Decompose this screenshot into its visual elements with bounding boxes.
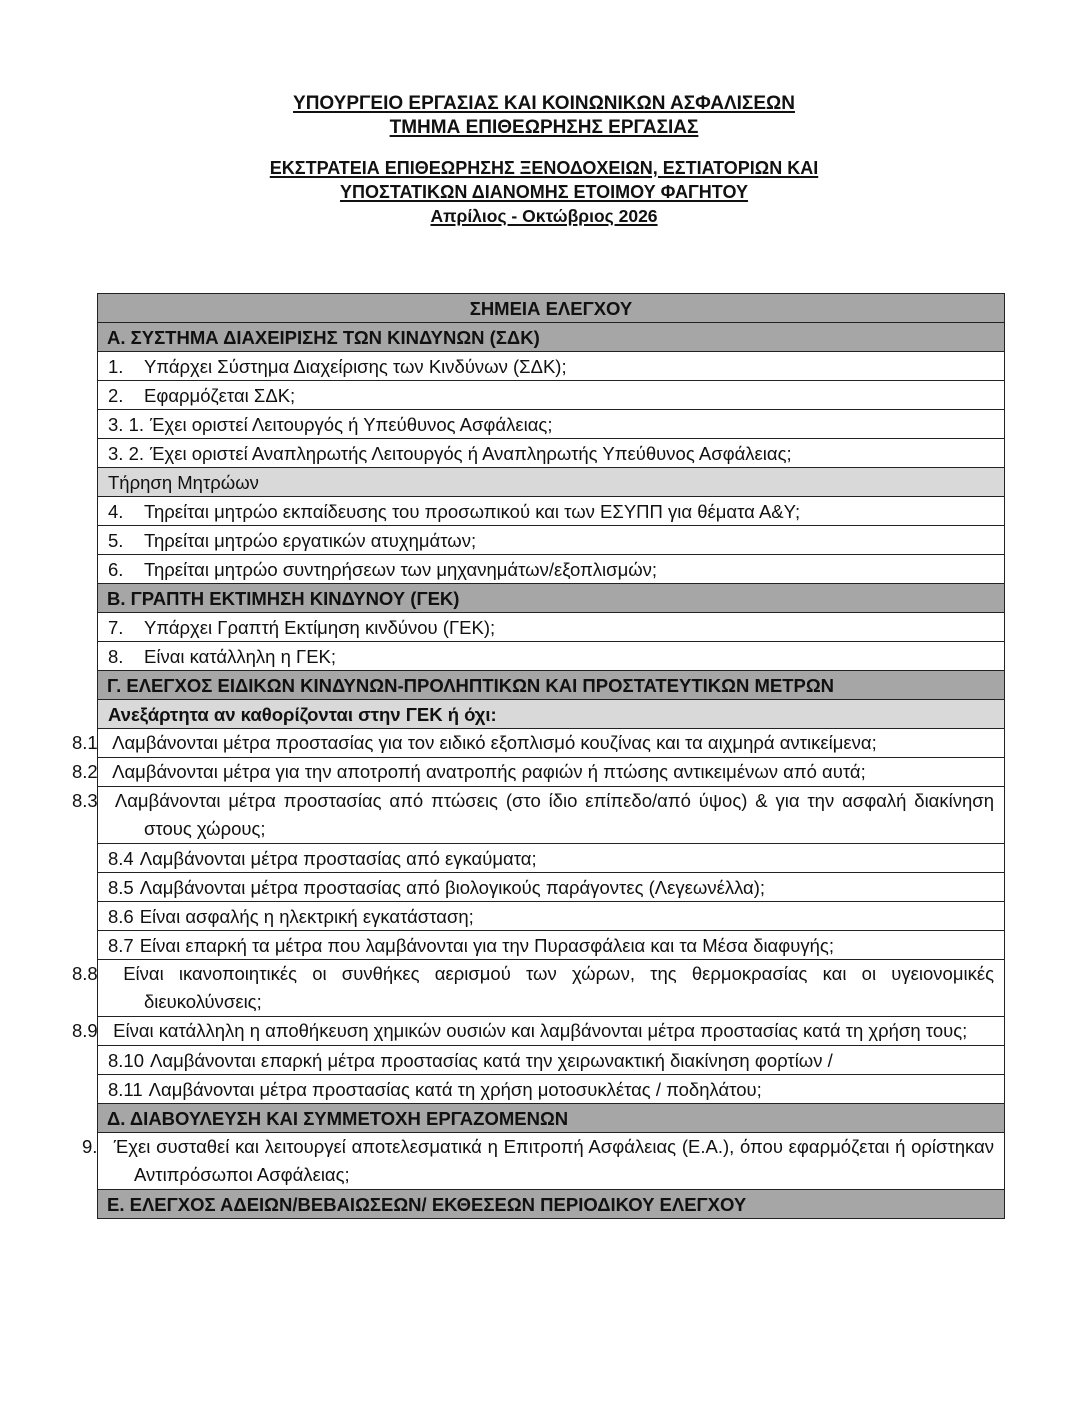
item-text: Λαμβάνονται μέτρα προστασίας από πτώσεις (στο ίδιο επίπεδο/από ύψος) & για την ασφαλή διακίνηση στους χώρους; [114, 790, 994, 839]
table-row [98, 1046, 1005, 1075]
item-number: 4. [108, 500, 124, 522]
item-number: 8.11 [108, 1078, 143, 1100]
campaign-title-line1: ΕΚΣΤΡΑΤΕΙΑ ΕΠΙΘΕΩΡΗΣΗΣ ΞΕΝΟΔΟΧΕΙΩΝ, ΕΣΤΙΑΤΟΡΙΩΝ ΚΑΙ [269, 158, 819, 178]
table-row: 8.3 Λαμβάνονται μέτρα προστασίας από πτώσεις (στο ίδιο επίπεδο/από ύψος) & για την ασφαλή διακίνηση στους χώρους; [98, 787, 1005, 844]
item-number: 5. [108, 529, 124, 551]
item-text: Εφαρμόζεται ΣΔΚ; [144, 384, 296, 406]
item-text: Είναι κατάλληλη η αποθήκευση χημικών ουσιών και λαμβάνονται μέτρα προστασίας κατά τη χρήση τους; [113, 1020, 968, 1041]
item-text: Λαμβάνονται μέτρα προστασίας από εγκαύματα; [139, 847, 537, 869]
section-heading-row [98, 323, 1005, 352]
item-number: 8.7 [108, 934, 134, 956]
section-e-heading: Ε. ΕΛΕΓΧΟΣ ΑΔΕΙΩΝ/ΒΕΒΑΙΩΣΕΩΝ/ ΕΚΘΕΣΕΩΝ ΠΕΡΙΟΔΙΚΟΥ ΕΛΕΓΧΟΥ [98, 1190, 1005, 1219]
item-number: 8.10 [108, 1049, 145, 1071]
campaign-period: Απρίλιος - Οκτώβριος 2026 [430, 206, 658, 226]
table-row: 8.8 Είναι ικανοποιητικές οι συνθήκες αερισμού των χώρων, της θερμοκρασίας και οι υγειονομικές διευκολύνσεις; [98, 960, 1005, 1017]
table-row [98, 931, 1005, 960]
item-text: Υπάρχει Σύστημα Διαχείρισης των Κινδύνων (ΣΔΚ); [144, 355, 567, 377]
item-text: Τηρείται μητρώο εκπαίδευσης του προσωπικού και των ΕΣΥΠΠ για θέματα Α&Υ; [144, 500, 801, 522]
item-text: Λαμβάνονται μέτρα προστασίας από βιολογικούς παράγοντες (Λεγεωνέλλα); [139, 876, 766, 898]
item-number: 2. [108, 384, 124, 406]
table-row [98, 613, 1005, 642]
section-c-heading: Γ. ΕΛΕΓΧΟΣ ΕΙΔΙΚΩΝ ΚΙΝΔΥΝΩΝ-ΠΡΟΛΗΠΤΙΚΩΝ ΚΑΙ ΠΡΟΣΤΑΤΕΥΤΙΚΩΝ ΜΕΤΡΩΝ [98, 671, 1005, 700]
item-text: Έχει οριστεί Αναπληρωτής Λειτουργός ή Αναπληρωτής Υπεύθυνος Ασφάλειας; [150, 442, 792, 464]
item-text: Έχει οριστεί Λειτουργός ή Υπεύθυνος Ασφάλειας; [150, 413, 553, 435]
table-row [98, 352, 1005, 381]
table-row: 8.2 Λαμβάνονται μέτρα για την αποτροπή ανατροπής ραφιών ή πτώσης αντικειμένων από αυτά; [98, 758, 1005, 787]
subsection-row [98, 700, 1005, 729]
table-row [98, 439, 1005, 468]
item-text: Είναι ασφαλής η ηλεκτρική εγκατάσταση; [139, 905, 474, 927]
item-number: 8.4 [108, 847, 134, 869]
section-heading-row [98, 1104, 1005, 1133]
item-number: 8.5 [108, 876, 134, 898]
item-number: 8. [108, 645, 124, 667]
item-number: 8.6 [108, 905, 134, 927]
table-row [98, 844, 1005, 873]
table-title: ΣΗΜΕΙΑ ΕΛΕΓΧΟΥ [98, 294, 1005, 323]
table-row [98, 497, 1005, 526]
table-row: 8.1 Λαμβάνονται μέτρα προστασίας για τον ειδικό εξοπλισμό κουζίνας και τα αιχμηρά αντικείμενα; [98, 729, 1005, 758]
item-text: Τηρείται μητρώο συντηρήσεων των μηχανημάτων/εξοπλισμών; [144, 558, 658, 580]
records-subheading: Τήρηση Μητρώων [98, 468, 1005, 497]
item-number: 6. [108, 558, 124, 580]
table-row [98, 1075, 1005, 1104]
item-text: Τηρείται μητρώο εργατικών ατυχημάτων; [144, 529, 477, 551]
department-name: ΤΜΗΜΑ ΕΠΙΘΕΩΡΗΣΗΣ ΕΡΓΑΣΙΑΣ [389, 117, 699, 138]
item-number: 7. [108, 616, 124, 638]
item-text: Είναι επαρκή τα μέτρα που λαμβάνονται για την Πυρασφάλεια και τα Μέσα διαφυγής; [139, 934, 834, 956]
table-row [98, 902, 1005, 931]
item-text: Είναι κατάλληλη η ΓΕΚ; [144, 645, 337, 667]
table-row [98, 642, 1005, 671]
table-row: 9. Έχει συσταθεί και λειτουργεί αποτελεσματικά η Επιτροπή Ασφάλειας (Ε.Α.), όπου εφαρμόζεται ή ορίστηκαν Αντιπρόσωποι Ασφάλειας; [98, 1133, 1005, 1190]
item-text: Έχει συσταθεί και λειτουργεί αποτελεσματικά η Επιτροπή Ασφάλειας (Ε.Α.), όπου εφαρμόζεται ή ορίστηκαν Αντιπρόσωποι Ασφάλειας; [113, 1136, 995, 1185]
section-b-heading: Β. ΓΡΑΠΤΗ ΕΚΤΙΜΗΣΗ ΚΙΝΔΥΝΟΥ (ΓΕΚ) [98, 584, 1005, 613]
table-row: 8.9 Είναι κατάλληλη η αποθήκευση χημικών ουσιών και λαμβάνονται μέτρα προστασίας κατά τη χρήση τους; [98, 1017, 1005, 1046]
subsection-row [98, 468, 1005, 497]
section-heading-row [98, 1190, 1005, 1219]
item-number: 3. 2. [108, 442, 144, 464]
ministry-header [0, 92, 1088, 140]
table-row [98, 381, 1005, 410]
section-a-heading: Α. ΣΥΣΤΗΜΑ ΔΙΑΧΕΙΡΙΣΗΣ ΤΩΝ ΚΙΝΔΥΝΩΝ (ΣΔΚ) [98, 323, 1005, 352]
campaign-title-line2: ΥΠΟΣΤΑΤΙΚΩΝ ΔΙΑΝΟΜΗΣ ΕΤΟΙΜΟΥ ΦΑΓΗΤΟΥ [340, 182, 748, 202]
item-text: Λαμβάνονται μέτρα προστασίας για τον ειδικό εξοπλισμό κουζίνας και τα αιχμηρά αντικείμενα; [112, 732, 877, 753]
table-row [98, 410, 1005, 439]
section-heading-row [98, 671, 1005, 700]
item-number: 3. 1. [108, 413, 144, 435]
item-text: Λαμβάνονται μέτρα για την αποτροπή ανατροπής ραφιών ή πτώσης αντικειμένων από αυτά; [112, 761, 866, 782]
ministry-name: ΥΠΟΥΡΓΕΙΟ ΕΡΓΑΣΙΑΣ ΚΑΙ ΚΟΙΝΩΝΙΚΩΝ ΑΣΦΑΛΙΣΕΩΝ [293, 93, 795, 114]
section-c-subheading: Ανεξάρτητα αν καθορίζονται στην ΓΕΚ ή όχι: [98, 700, 1005, 729]
item-text: Λαμβάνονται μέτρα προστασίας κατά τη χρήση μοτοσυκλέτας / ποδηλάτου; [148, 1078, 762, 1100]
item-text: Υπάρχει Γραπτή Εκτίμηση κινδύνου (ΓΕΚ); [144, 616, 496, 638]
item-text: Λαμβάνονται επαρκή μέτρα προστασίας κατά την χειρωνακτική διακίνηση φορτίων / [150, 1049, 833, 1071]
section-d-heading: Δ. ΔΙΑΒΟΥΛΕΥΣΗ ΚΑΙ ΣΥΜΜΕΤΟΧΗ ΕΡΓΑΖΟΜΕΝΩΝ [98, 1104, 1005, 1133]
table-row [98, 555, 1005, 584]
table-row [98, 873, 1005, 902]
inspection-checklist-table [72, 293, 1005, 1219]
item-text: Είναι ικανοποιητικές οι συνθήκες αερισμού των χώρων, της θερμοκρασίας και οι υγειονομικές διευκολύνσεις; [123, 963, 994, 1012]
table-title-row [98, 294, 1005, 323]
section-heading-row [98, 584, 1005, 613]
item-number: 1. [108, 355, 124, 377]
campaign-header [0, 156, 1088, 228]
table-row [98, 526, 1005, 555]
